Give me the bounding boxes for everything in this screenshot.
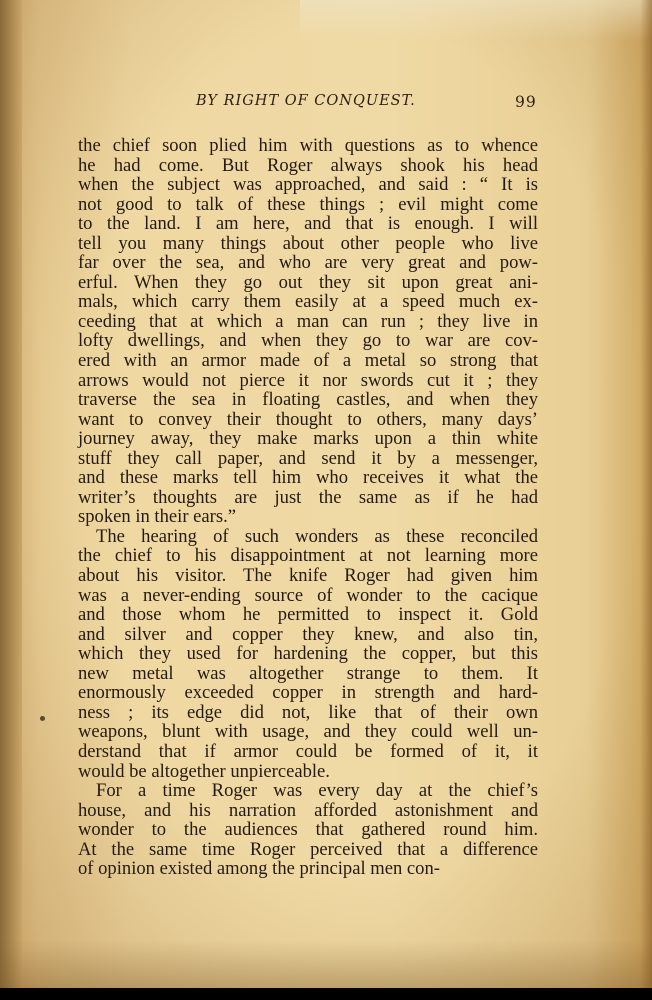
- text-line: was a never-ending source of wonder to the cacique: [78, 584, 538, 606]
- text-line: would be altogether unpierceable.: [78, 760, 330, 782]
- text-line: which they used for hardening the copper, but this: [78, 643, 538, 665]
- text-line: not good to talk of these things ; evil might come: [78, 193, 538, 215]
- scan-border-bottom: [0, 988, 652, 1000]
- text-line: when the subject was approached, and said : “ It is: [78, 174, 538, 196]
- text-line: he had come. But Roger always shook his head: [78, 154, 538, 176]
- text-line: wonder to the audiences that gathered round him.: [78, 819, 538, 841]
- text-line: lofty dwellings, and when they go to war are cov-: [78, 330, 538, 352]
- running-head: BY RIGHT OF CONQUEST.: [196, 93, 416, 109]
- text-line: far over the sea, and who are very great and pow-: [78, 252, 538, 274]
- text-line: want to convey their thought to others, many days’: [78, 408, 538, 430]
- text-line: stuff they call paper, and send it by a messenger,: [78, 447, 538, 469]
- text-line: about his visitor. The knife Roger had given him: [78, 565, 538, 587]
- text-line: to the land. I am here, and that is enough. I will: [78, 213, 538, 235]
- text-line: At the same time Roger perceived that a difference: [78, 838, 538, 860]
- text-line: of opinion existed among the principal men con-: [78, 858, 440, 880]
- text-line: writer’s thoughts are just the same as if he had: [78, 486, 538, 508]
- gutter-edge: [0, 0, 22, 1000]
- body-text: [78, 136, 538, 879]
- text-line: ness ; its edge did not, like that of their own: [78, 701, 538, 723]
- text-line: ceeding that at which a man can run ; they live in: [78, 310, 538, 332]
- text-line: the chief to his disappointment at not learning more: [78, 545, 538, 567]
- text-line: and these marks tell him who receives it what the: [78, 467, 538, 489]
- text-line: weapons, blunt with usage, and they could well un-: [78, 721, 538, 743]
- text-line: the chief soon plied him with questions as to whence: [78, 135, 538, 156]
- text-line: tell you many things about other people who live: [78, 232, 538, 254]
- page-number: 99: [515, 93, 537, 111]
- text-line: mals, which carry them easily at a speed much ex-: [78, 291, 538, 313]
- paper-stain-top: [300, 0, 652, 40]
- text-line: arrows would not pierce it nor swords cut it ; they: [78, 369, 538, 391]
- text-line: For a time Roger was every day at the chief’s: [96, 780, 538, 802]
- text-line: The hearing of such wonders as these reconciled: [96, 525, 538, 547]
- text-line: spoken in their ears.”: [78, 506, 236, 528]
- ink-spot: [40, 716, 45, 721]
- text-line: traverse the sea in floating castles, and when they: [78, 389, 538, 411]
- page-edge-right: [640, 0, 652, 1000]
- text-line: house, and his narration afforded astonishment and: [78, 799, 538, 821]
- text-line: new metal was altogether strange to them. It: [78, 662, 538, 684]
- text-line: derstand that if armor could be formed of it, it: [78, 740, 538, 762]
- text-line: and those whom he permitted to inspect it. Gold: [78, 604, 538, 626]
- text-line: enormously exceeded copper in strength and hard-: [78, 682, 538, 704]
- text-line: and silver and copper they knew, and also tin,: [78, 623, 538, 645]
- page-header: [190, 93, 540, 117]
- text-line: ered with an armor made of a metal so strong that: [78, 350, 538, 372]
- text-line: erful. When they go out they sit upon great ani-: [78, 271, 538, 293]
- text-line: journey away, they make marks upon a thin white: [78, 428, 538, 450]
